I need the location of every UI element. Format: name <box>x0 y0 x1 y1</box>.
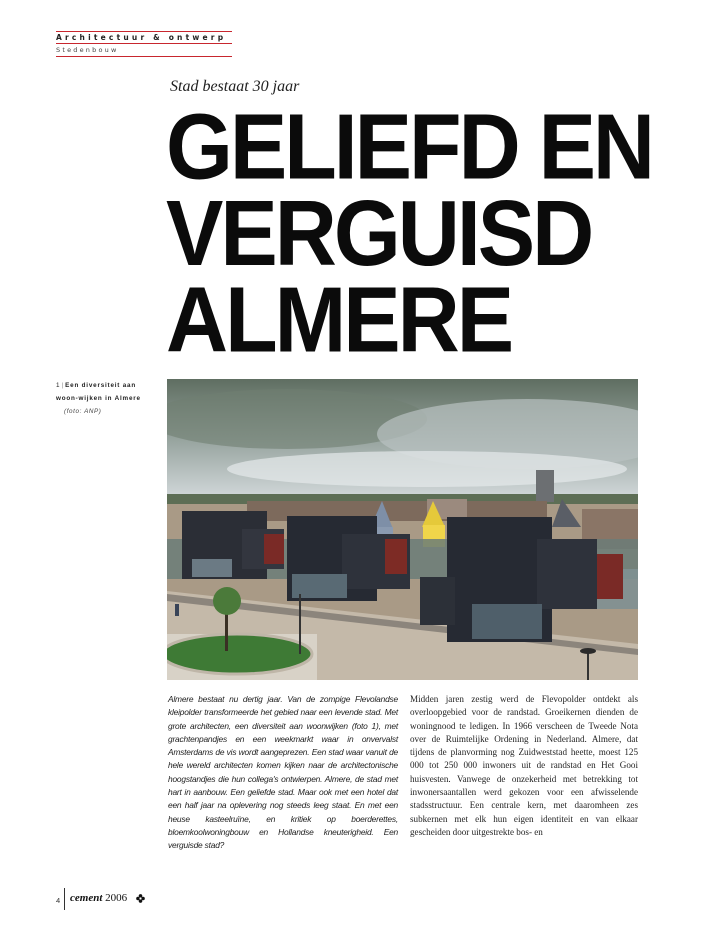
footer-rule <box>64 888 65 910</box>
magazine-title: cement <box>70 892 103 904</box>
caption-credit: (foto: ANP) <box>64 408 102 415</box>
body-paragraph: Midden jaren zestig werd de Flevopolder ontdekt als overloopgebied voor de randstad. Groeikernen dienden de woningnood te ledigen. In 1966 verscheen de Tweede Nota over de Ruimtelijke Ordening in Nederland. Almere, dat tijdens de planvorming nog Zuidweststad heette, moest 125 000 tot 250 000 inwoners uit de randstad en Het Gooi huisvesten. Vanwege de onzekerheid met betrekking tot inwonersaantallen werd gekozen voor een afwisselende stadsstructuur. Een centrale kern, met daaromheen zes subkernen met elk hun eigen identiteit en van elkaar gescheiden door uitgestrekte bos- en <box>410 694 638 837</box>
header-rule-top <box>56 31 232 32</box>
headline-line-3: ALMERE <box>166 268 512 372</box>
photo-caption <box>56 379 156 418</box>
caption-divider: | <box>61 382 64 389</box>
kicker: Stad bestaat 30 jaar <box>170 78 300 95</box>
page-number: 4 <box>56 896 61 905</box>
header-rule-middle <box>56 43 232 44</box>
headline-line-1: GELIEFD EN <box>166 95 653 200</box>
caption-number: 1 <box>56 382 60 389</box>
subsection-label: Stedenbouw <box>56 46 119 54</box>
magazine-year: 2006 <box>105 892 128 904</box>
caption-text: Een diversiteit aan woon-wijken in Almere <box>56 382 141 402</box>
header-rule-bottom <box>56 56 232 57</box>
section-label: Architectuur & ontwerp <box>56 33 227 42</box>
headline-line-2: VERGUISD <box>166 181 592 286</box>
almere-houses-photo <box>167 379 638 680</box>
headline <box>166 95 666 372</box>
flower-icon <box>136 894 145 903</box>
magazine-name <box>70 892 127 904</box>
intro-paragraph: Almere bestaat nu dertig jaar. Van de zompige Flevolandse kleipolder transformeerde het gebied naar een levende stad. Met grote architecten, een diversiteit aan woonwijken (foto 1), met grachtenpandjes en een weekmarkt waar in onvervalst Amsterdams de vis wordt aangeprezen. Een stad waar vanuit de hele wereld architecten komen kijken naar de architectonische hoogstandjes die hun collega's ontwierpen. Almere, de stad met hart in aanbouw. Een geliefde stad. Maar ook met een hotel dat een half jaar na oplevering nog steeds leeg staat. En met een heuse kasteelruïne, en kritiek op boerderettes, bloemkoolwoningbouw en Hollandse kneuterigheid. Een verguisde stad? <box>168 694 398 851</box>
